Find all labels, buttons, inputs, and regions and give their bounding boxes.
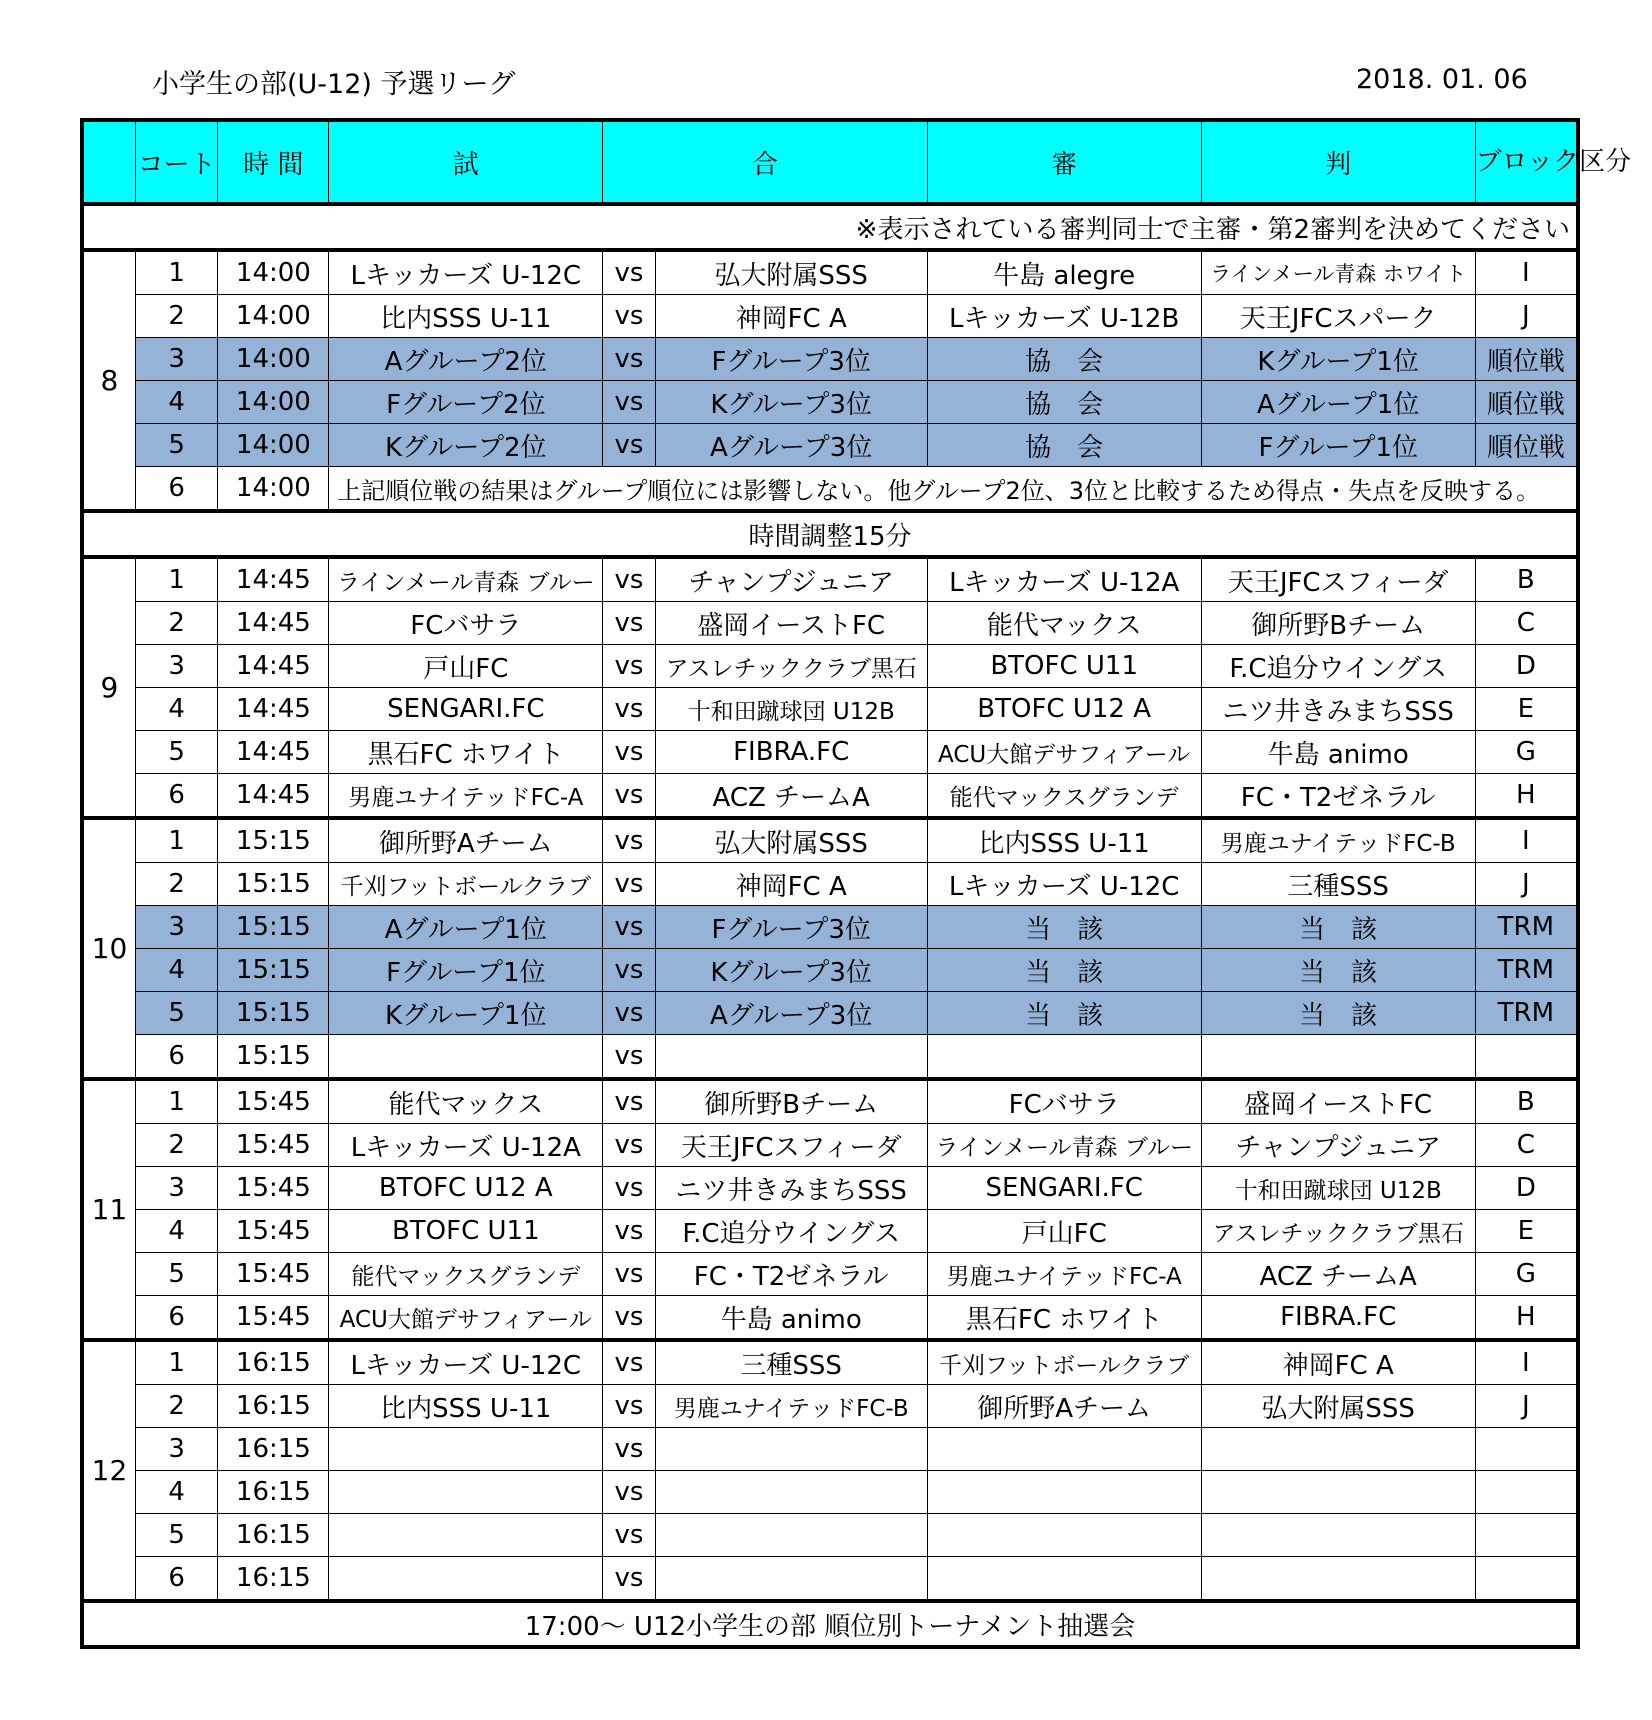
table-row [82,1428,1578,1471]
block-code: TRM [1475,949,1578,992]
match-time: 15:45 [218,1210,329,1253]
home-team: Lキッカーズ U-12C [329,250,603,295]
table-row [82,1340,1578,1385]
block-code [1475,1471,1578,1514]
table-row [82,381,1578,424]
row-number: 1 [135,557,218,602]
away-team: Kグループ3位 [655,949,927,992]
row-number: 3 [135,1428,218,1471]
home-team: Lキッカーズ U-12A [329,1124,603,1167]
vs-label: vs [603,557,655,602]
away-team: Fグループ3位 [655,906,927,949]
referee-2: 牛島 animo [1201,731,1475,774]
header-ref-a: 審 [927,120,1201,204]
row-number: 4 [135,949,218,992]
vs-label: vs [603,1253,655,1296]
match-time: 14:00 [218,295,329,338]
referee-2: F.C追分ウイングス [1201,645,1475,688]
referee-1 [927,1035,1201,1080]
table-row [82,1035,1578,1080]
home-team [329,1557,603,1602]
table-row [82,250,1578,295]
row-number: 6 [135,1557,218,1602]
court-number: 9 [82,557,135,818]
match-time: 15:15 [218,949,329,992]
home-team: 御所野Aチーム [329,818,603,863]
table-row [82,1167,1578,1210]
match-time: 14:00 [218,381,329,424]
block-code: B [1475,1079,1578,1124]
table-row [82,602,1578,645]
referee-2 [1201,1514,1475,1557]
table-row [82,1210,1578,1253]
notice-text: ※表示されている審判同士で主審・第2審判を決めてください [82,204,1578,250]
home-team [329,1035,603,1080]
ranking-note: 上記順位戦の結果はグループ順位には影響しない。他グループ2位、3位と比較するため得点・失点を反映する。 [329,467,1578,512]
referee-2: チャンプジュニア [1201,1124,1475,1167]
match-time: 16:15 [218,1340,329,1385]
referee-1: ラインメール青森 ブルー [927,1124,1201,1167]
referee-2 [1201,1035,1475,1080]
referee-2: 弘大附属SSS [1201,1385,1475,1428]
referee-2: 三種SSS [1201,863,1475,906]
table-row [82,295,1578,338]
row-number: 6 [135,1296,218,1341]
home-team: Aグループ2位 [329,338,603,381]
away-team [655,1035,927,1080]
row-number: 6 [135,774,218,819]
away-team: FIBRA.FC [655,731,927,774]
notice-row [82,204,1578,250]
row-number: 2 [135,863,218,906]
row-number: 3 [135,906,218,949]
table-row [82,1471,1578,1514]
referee-1: 戸山FC [927,1210,1201,1253]
match-time: 14:45 [218,731,329,774]
referee-2: 御所野Bチーム [1201,602,1475,645]
away-team: 牛島 animo [655,1296,927,1341]
away-team: 御所野Bチーム [655,1079,927,1124]
away-team: 男鹿ユナイテッドFC-B [655,1385,927,1428]
vs-label: vs [603,863,655,906]
break-text: 時間調整15分 [82,511,1578,557]
home-team: 能代マックスグランデ [329,1253,603,1296]
match-time: 14:00 [218,467,329,512]
block-code: I [1475,250,1578,295]
table-row [82,688,1578,731]
match-time: 14:45 [218,688,329,731]
referee-1: SENGARI.FC [927,1167,1201,1210]
vs-label: vs [603,774,655,819]
referee-2: 天王JFCスパーク [1201,295,1475,338]
block-code: TRM [1475,992,1578,1035]
referee-1: 比内SSS U-11 [927,818,1201,863]
referee-2: Kグループ1位 [1201,338,1475,381]
referee-1: BTOFC U11 [927,645,1201,688]
referee-2: 天王JFCスフィーダ [1201,557,1475,602]
away-team [655,1471,927,1514]
vs-label: vs [603,424,655,467]
referee-1: 牛島 alegre [927,250,1201,295]
away-team: 十和田蹴球団 U12B [655,688,927,731]
home-team: ラインメール青森 ブルー [329,557,603,602]
match-time: 14:00 [218,424,329,467]
row-number: 2 [135,1385,218,1428]
match-time: 14:00 [218,338,329,381]
referee-1: 千刈フットボールクラブ [927,1340,1201,1385]
block-code: J [1475,863,1578,906]
referee-2: 盛岡イーストFC [1201,1079,1475,1124]
referee-1 [927,1428,1201,1471]
referee-2: 十和田蹴球団 U12B [1201,1167,1475,1210]
block-code: E [1475,1210,1578,1253]
header-court: コート [135,120,218,204]
table-row [82,645,1578,688]
vs-label: vs [603,1296,655,1341]
vs-label: vs [603,1471,655,1514]
header-blank [82,120,135,204]
referee-1: FCバサラ [927,1079,1201,1124]
home-team [329,1471,603,1514]
referee-2: 当 該 [1201,992,1475,1035]
row-number: 4 [135,1471,218,1514]
referee-1: Lキッカーズ U-12C [927,863,1201,906]
referee-2: アスレチッククラブ黒石 [1201,1210,1475,1253]
court-number: 12 [82,1340,135,1601]
header-time: 時 間 [218,120,329,204]
page-title: 小学生の部(U-12) 予選リーグ [152,69,516,100]
row-number: 1 [135,1079,218,1124]
block-code [1475,1514,1578,1557]
vs-label: vs [603,731,655,774]
home-team: 比内SSS U-11 [329,1385,603,1428]
block-code: G [1475,1253,1578,1296]
referee-1: 黒石FC ホワイト [927,1296,1201,1341]
match-time: 15:45 [218,1253,329,1296]
header-ref-b: 判 [1201,120,1475,204]
away-team: 弘大附属SSS [655,818,927,863]
row-number: 4 [135,381,218,424]
referee-1 [927,1557,1201,1602]
row-number: 6 [135,1035,218,1080]
table-row [82,949,1578,992]
home-team: Fグループ2位 [329,381,603,424]
referee-1: 協 会 [927,424,1201,467]
away-team: 天王JFCスフィーダ [655,1124,927,1167]
break-row [82,511,1578,557]
row-number: 2 [135,602,218,645]
block-code: E [1475,688,1578,731]
referee-2: 男鹿ユナイテッドFC-B [1201,818,1475,863]
home-team: Kグループ1位 [329,992,603,1035]
referee-1 [927,1471,1201,1514]
row-number: 1 [135,1340,218,1385]
referee-2: ニツ井きみまちSSS [1201,688,1475,731]
row-number: 3 [135,338,218,381]
vs-label: vs [603,1124,655,1167]
court-number: 11 [82,1079,135,1340]
match-time: 16:15 [218,1428,329,1471]
referee-2 [1201,1428,1475,1471]
match-time: 15:15 [218,863,329,906]
block-code: J [1475,295,1578,338]
table-row [82,906,1578,949]
away-team: ACZ チームA [655,774,927,819]
vs-label: vs [603,1385,655,1428]
block-code: D [1475,1167,1578,1210]
block-code: J [1475,1385,1578,1428]
table-row [82,992,1578,1035]
block-code: D [1475,645,1578,688]
match-time: 16:15 [218,1514,329,1557]
table-row [82,1385,1578,1428]
match-time: 15:45 [218,1167,329,1210]
footer-row [82,1601,1578,1647]
block-code: 順位戦 [1475,424,1578,467]
away-team: ニツ井きみまちSSS [655,1167,927,1210]
away-team: F.C追分ウイングス [655,1210,927,1253]
home-team: 黒石FC ホワイト [329,731,603,774]
vs-label: vs [603,1557,655,1602]
date-label: 2018. 01. 06 [1356,64,1528,95]
row-number: 5 [135,992,218,1035]
court-number: 8 [82,250,135,511]
away-team [655,1428,927,1471]
referee-1: Lキッカーズ U-12B [927,295,1201,338]
block-code: I [1475,818,1578,863]
vs-label: vs [603,1079,655,1124]
row-number: 1 [135,250,218,295]
table-row [82,338,1578,381]
home-team: 比内SSS U-11 [329,295,603,338]
home-team [329,1514,603,1557]
block-code: TRM [1475,906,1578,949]
row-number: 3 [135,1167,218,1210]
match-time: 15:45 [218,1124,329,1167]
vs-label: vs [603,1340,655,1385]
home-team: 千刈フットボールクラブ [329,863,603,906]
block-code [1475,1035,1578,1080]
referee-1: 男鹿ユナイテッドFC-A [927,1253,1201,1296]
home-team: Aグループ1位 [329,906,603,949]
vs-label: vs [603,1514,655,1557]
away-team [655,1514,927,1557]
vs-label: vs [603,338,655,381]
table-row [82,1124,1578,1167]
away-team: Fグループ3位 [655,338,927,381]
block-code: H [1475,774,1578,819]
away-team: Aグループ3位 [655,424,927,467]
referee-2 [1201,1557,1475,1602]
block-code: G [1475,731,1578,774]
away-team: 神岡FC A [655,863,927,906]
referee-1: BTOFC U12 A [927,688,1201,731]
table-row [82,863,1578,906]
match-time: 15:15 [218,818,329,863]
header-block: ブロック区分 [1475,120,1578,204]
referee-1: 能代マックスグランデ [927,774,1201,819]
vs-label: vs [603,906,655,949]
referee-1: 御所野Aチーム [927,1385,1201,1428]
table-row [82,467,1578,512]
referee-2: 当 該 [1201,949,1475,992]
referee-2: FIBRA.FC [1201,1296,1475,1341]
block-code: 順位戦 [1475,338,1578,381]
match-time: 15:45 [218,1296,329,1341]
row-number: 1 [135,818,218,863]
match-time: 15:15 [218,906,329,949]
footer-text: 17:00～ U12小学生の部 順位別トーナメント抽選会 [82,1601,1578,1647]
home-team: Fグループ1位 [329,949,603,992]
referee-1: 協 会 [927,381,1201,424]
referee-2: 神岡FC A [1201,1340,1475,1385]
home-team: 戸山FC [329,645,603,688]
referee-1: ACU大館デサフィアール [927,731,1201,774]
match-time: 14:00 [218,250,329,295]
match-time: 14:45 [218,774,329,819]
away-team: 盛岡イーストFC [655,602,927,645]
vs-label: vs [603,1428,655,1471]
match-time: 15:15 [218,1035,329,1080]
row-number: 2 [135,1124,218,1167]
referee-2: Aグループ1位 [1201,381,1475,424]
table-row [82,424,1578,467]
block-code [1475,1428,1578,1471]
vs-label: vs [603,602,655,645]
away-team: アスレチッククラブ黒石 [655,645,927,688]
away-team: 三種SSS [655,1340,927,1385]
table-row [82,1296,1578,1341]
referee-1: 能代マックス [927,602,1201,645]
vs-label: vs [603,250,655,295]
vs-label: vs [603,645,655,688]
table-row [82,1079,1578,1124]
match-time: 16:15 [218,1471,329,1514]
row-number: 4 [135,688,218,731]
home-team: FCバサラ [329,602,603,645]
match-time: 16:15 [218,1557,329,1602]
vs-label: vs [603,992,655,1035]
referee-2: 当 該 [1201,906,1475,949]
block-code: B [1475,557,1578,602]
vs-label: vs [603,818,655,863]
row-number: 5 [135,1514,218,1557]
block-code: I [1475,1340,1578,1385]
referee-2: FC・T2ゼネラル [1201,774,1475,819]
referee-1: 当 該 [927,906,1201,949]
away-team: 弘大附属SSS [655,250,927,295]
referee-1: 当 該 [927,992,1201,1035]
home-team: Lキッカーズ U-12C [329,1340,603,1385]
vs-label: vs [603,1035,655,1080]
row-number: 2 [135,295,218,338]
table-row [82,731,1578,774]
home-team: 男鹿ユナイテッドFC-A [329,774,603,819]
table-row [82,557,1578,602]
referee-1: Lキッカーズ U-12A [927,557,1201,602]
away-team: Kグループ3位 [655,381,927,424]
block-code: H [1475,1296,1578,1341]
row-number: 5 [135,731,218,774]
match-time: 15:45 [218,1079,329,1124]
table-row [82,1514,1578,1557]
home-team: BTOFC U12 A [329,1167,603,1210]
home-team: SENGARI.FC [329,688,603,731]
referee-2: ラインメール青森 ホワイト [1201,250,1475,295]
referee-2 [1201,1471,1475,1514]
home-team: Kグループ2位 [329,424,603,467]
match-time: 14:45 [218,602,329,645]
referee-1: 協 会 [927,338,1201,381]
home-team: 能代マックス [329,1079,603,1124]
away-team: 神岡FC A [655,295,927,338]
referee-1 [927,1514,1201,1557]
header-match-b: 合 [603,120,927,204]
table-row [82,1557,1578,1602]
block-code: C [1475,602,1578,645]
row-number: 4 [135,1210,218,1253]
vs-label: vs [603,381,655,424]
vs-label: vs [603,1167,655,1210]
vs-label: vs [603,295,655,338]
vs-label: vs [603,688,655,731]
court-number: 10 [82,818,135,1079]
match-time: 14:45 [218,557,329,602]
match-time: 16:15 [218,1385,329,1428]
referee-1: 当 該 [927,949,1201,992]
row-number: 5 [135,424,218,467]
row-number: 5 [135,1253,218,1296]
match-time: 14:45 [218,645,329,688]
schedule-table [80,118,1632,1649]
home-team [329,1428,603,1471]
away-team: FC・T2ゼネラル [655,1253,927,1296]
block-code: 順位戦 [1475,381,1578,424]
home-team: BTOFC U11 [329,1210,603,1253]
table-row [82,1253,1578,1296]
block-code [1475,1557,1578,1602]
header-row [82,120,1578,204]
block-code: C [1475,1124,1578,1167]
referee-2: ACZ チームA [1201,1253,1475,1296]
away-team: チャンプジュニア [655,557,927,602]
away-team: Aグループ3位 [655,992,927,1035]
header-match-a: 試 [329,120,603,204]
vs-label: vs [603,1210,655,1253]
vs-label: vs [603,949,655,992]
row-number: 3 [135,645,218,688]
referee-2: Fグループ1位 [1201,424,1475,467]
table-row [82,818,1578,863]
match-time: 15:15 [218,992,329,1035]
away-team [655,1557,927,1602]
table-row [82,774,1578,819]
row-number: 6 [135,467,218,512]
home-team: ACU大館デサフィアール [329,1296,603,1341]
